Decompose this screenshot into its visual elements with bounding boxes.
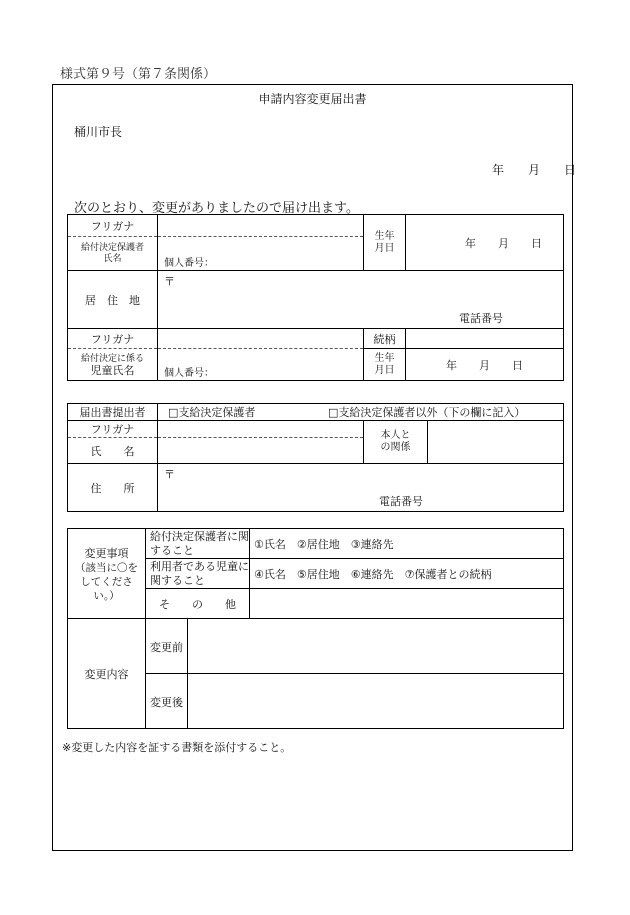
child-birth-date[interactable]: 年 月 日 — [406, 349, 564, 381]
phone-label: 電話番号 — [459, 312, 503, 325]
guardian-furigana-field[interactable] — [158, 215, 364, 237]
birth-label: 生年 月日 — [364, 215, 406, 271]
form-number: 様式第９号（第７条関係） — [60, 67, 217, 82]
after-label: 変更後 — [146, 674, 188, 729]
child-change-options[interactable]: ④氏名 ⑤居住地 ⑥連絡先 ⑦保護者との続柄 — [250, 559, 564, 589]
child-individual-number-label: 個人番号： — [164, 368, 214, 379]
child-label: 給付決定に係る 児童氏名 — [68, 349, 158, 381]
option-guardian-checkbox[interactable]: □支給決定保護者 — [168, 406, 256, 419]
postal-mark: 〒 — [164, 275, 175, 288]
submitter-address-label: 住 所 — [68, 464, 158, 512]
child-birth-label: 生年 月日 — [364, 349, 406, 381]
relation-field[interactable] — [406, 329, 564, 349]
other-field[interactable] — [250, 589, 564, 619]
submitter-address-field[interactable] — [158, 464, 564, 512]
child-furigana-field[interactable] — [158, 329, 364, 349]
address-field[interactable] — [158, 271, 564, 329]
submitter-phone-label: 電話番号 — [379, 495, 424, 508]
guardian-change-options[interactable]: ①氏名 ②居住地 ③連絡先 — [250, 529, 564, 559]
submission-date[interactable]: 年 月 日 — [492, 163, 577, 177]
child-furigana-label: フリガナ — [68, 329, 158, 349]
submitter-furigana-field[interactable] — [158, 421, 364, 438]
change-content-label: 変更内容 — [68, 619, 146, 729]
submitter-furigana-label: フリガナ — [68, 421, 158, 438]
intro-text: 次のとおり、変更がありましたので届け出ます。 — [74, 201, 359, 216]
guardian-birth-date[interactable]: 年 月 日 — [406, 215, 564, 271]
guardian-change-label: 給付決定保護者に関すること — [146, 529, 250, 559]
guardian-label: 給付決定保護者 氏名 — [68, 237, 158, 271]
relation-to-person-label: 本人と の関係 — [364, 421, 428, 464]
child-name-field[interactable] — [158, 349, 364, 381]
addressee: 桶川市長 — [74, 125, 123, 139]
before-field[interactable] — [188, 619, 564, 674]
change-item-label: 変更事項 （該当に〇をしてください。） — [68, 529, 146, 619]
submitter-postal-mark: 〒 — [164, 468, 175, 481]
relation-label: 続柄 — [364, 329, 406, 349]
individual-number-label: 個人番号： — [164, 258, 214, 269]
furigana-label: フリガナ — [68, 215, 158, 237]
child-change-label: 利用者である児童に関すること — [146, 559, 250, 589]
other-label: そ の 他 — [146, 589, 250, 619]
guardian-name-field[interactable] — [158, 237, 364, 271]
submitter-options — [158, 404, 564, 421]
attachment-note: ※変更した内容を証する書類を添付すること。 — [62, 741, 292, 754]
guardian-child-table — [67, 214, 564, 381]
change-table — [67, 528, 564, 729]
address-label: 居 住 地 — [68, 271, 158, 329]
after-field[interactable] — [188, 674, 564, 729]
relation-to-person-field[interactable] — [428, 421, 564, 464]
submitter-name-field[interactable] — [158, 438, 364, 464]
option-other-checkbox[interactable]: □支給決定保護者以外（下の欄に記入） — [328, 406, 526, 419]
submitter-name-label: 氏 名 — [68, 438, 158, 464]
submitter-label: 届出書提出者 — [68, 404, 158, 421]
form-title: 申請内容変更届出書 — [258, 92, 367, 106]
before-label: 変更前 — [146, 619, 188, 674]
submitter-table — [67, 403, 564, 512]
